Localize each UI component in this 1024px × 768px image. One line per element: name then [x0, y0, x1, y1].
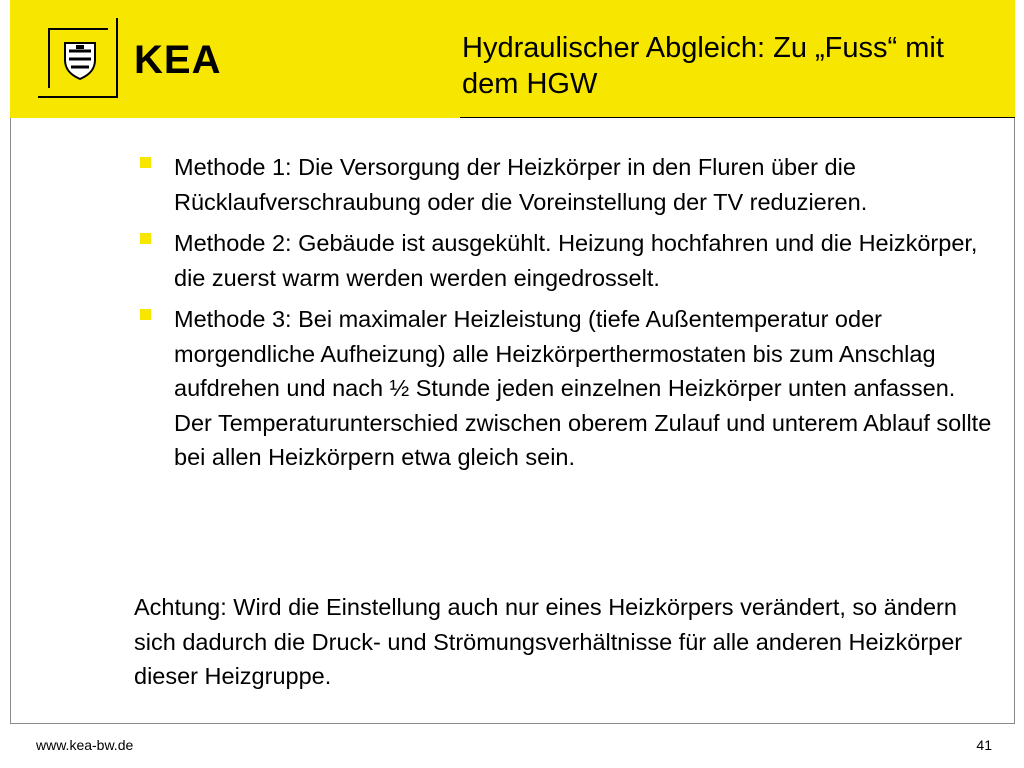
bullet-list — [134, 150, 994, 482]
bullet-text: Methode 2: Gebäude ist ausgekühlt. Heizung hochfahren und die Heizkörper, die zuerst warm werden werden eingedrosselt. — [174, 230, 978, 291]
bullet-text: Methode 1: Die Versorgung der Heizkörper in den Fluren über die Rücklaufverschraubung oder die Voreinstellung der TV reduzieren. — [174, 154, 868, 215]
square-bullet-icon — [140, 157, 151, 168]
square-bullet-icon — [140, 309, 151, 320]
warning-note: Achtung: Wird die Einstellung auch nur eines Heizkörpers verändert, so ändern sich dadurch die Druck- und Strömungsverhältnisse für alle anderen Heizkörper dieser Heizgruppe. — [134, 594, 963, 689]
page-title: Hydraulischer Abgleich: Zu „Fuss“ mit dem HGW — [462, 32, 944, 100]
bullet-item — [134, 150, 994, 219]
page-number: 41 — [976, 737, 992, 753]
bullet-item — [134, 302, 994, 475]
bullet-text: Methode 3: Bei maximaler Heizleistung (tiefe Außentemperatur oder morgendliche Aufheizung) alle Heizkörperthermostaten bis zum Anschlag aufdrehen und nach ½ Stunde jeden einzelnen Heizkörper unten anfassen. Der Temperaturunterschied zwischen oberem Zulauf und unterem Ablauf sollte bei allen Heizkörpern etwa gleich sein. — [174, 306, 992, 470]
organization-logo-text: KEA — [134, 38, 222, 82]
bullet-item — [134, 226, 994, 295]
title-underline — [460, 117, 1015, 118]
square-bullet-icon — [140, 233, 151, 244]
coat-of-arms-icon — [62, 40, 98, 80]
footer-url: www.kea-bw.de — [36, 737, 134, 753]
